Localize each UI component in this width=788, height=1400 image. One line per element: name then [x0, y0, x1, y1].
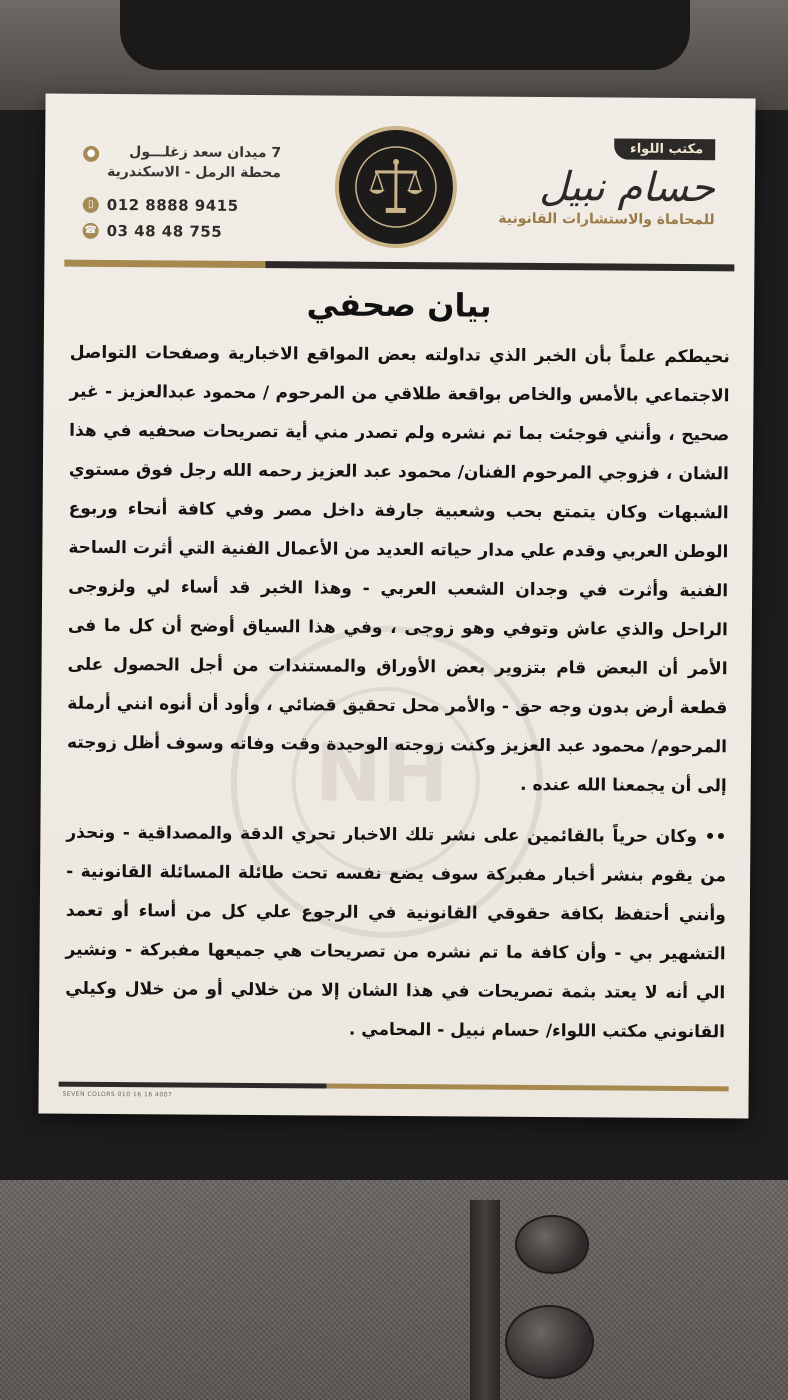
- location-pin-icon: ●: [83, 146, 99, 162]
- address-line-1: 7 ميدان سعد زغلـــول: [129, 144, 282, 162]
- address-row: [83, 142, 293, 187]
- office-subtitle: للمحاماة والاستشارات القانونية: [498, 210, 715, 229]
- coat-button: [515, 1215, 589, 1274]
- footer-divider: [59, 1082, 729, 1092]
- phone-number: 03 48 48 755: [106, 221, 223, 241]
- office-brand: [455, 136, 716, 228]
- address: [107, 142, 281, 183]
- scales-of-justice-icon: [339, 130, 454, 245]
- address-line-2: محطة الرمل - الاسكندرية: [106, 163, 282, 182]
- mobile-phone-icon: ▯: [83, 197, 99, 213]
- statement-body: [65, 334, 730, 1053]
- press-statement-paper: [38, 94, 755, 1119]
- document-title: بيان صحفي: [306, 285, 492, 325]
- letterhead: [44, 94, 755, 279]
- mobile-row: [83, 192, 293, 219]
- phone-row: [83, 218, 293, 245]
- printer-imprint: SEVEN COLORS 010 16 16 4007: [62, 1090, 173, 1099]
- contact-block: [83, 142, 294, 245]
- mobile-number: 012 8888 9415: [106, 195, 239, 215]
- background-dark-object: [120, 0, 690, 70]
- office-name: حسام نبيل: [539, 163, 716, 212]
- telephone-icon: ☎: [83, 223, 99, 239]
- watermark-monogram: NH: [314, 726, 450, 821]
- background-fabric: [0, 1180, 788, 1400]
- paragraph-2: •• وكان حرياً بالقائمين على نشر تلك الاخبار تحري الدقة والمصداقية - ونحذر من يقوم بنشر أخبار مفبركة سوف يضع نفسه تحت طائلة المسائلة القانونية - وأنني أحتفظ بكافة حقوقي القانونية في الرجوع علي كل من أساء أو تعمد التشهير بي - وأن كافة ما تم نشره من تصريحات هي جميعها مفبركة - ونشير الي أنه لا يعتد بثمة تصريحات في هذا الشان إلا من خلالي أو من خلال وكيلي القانوني مكتب اللواء/ حسام نبيل - المحامي .: [65, 822, 727, 1043]
- fabric-fold: [470, 1200, 500, 1400]
- office-seal-logo: [335, 126, 458, 249]
- office-tag: مكتب اللواء: [614, 139, 715, 161]
- coat-button: [505, 1305, 594, 1379]
- paragraph-1: نحيطكم علماً بأن الخبر الذي تداولته بعض المواقع الاخبارية وصفحات التواصل الاجتماعي بالأمس والخاص بواقعة طلاقي من المرحوم / محمود عبدالعزيز - غير صحيح ، وأنني فوجئت بما تم نشره ولم تصدر مني أية تصريحات صحفيه في هذا الشان ، فزوجي المرحوم الفنان/ محمود عبد العزيز رحمه الله رجل فوق مستوي الشبهات وكان يتمتع بحب وشعبية جارفة داخل مصر وفي كافة أنحاء وربوع الوطن العربي وقدم علي مدار حياته العديد من الأعمال الفنية التي أثرت الساحة الفنية وأثرت في وجدان الشعب العربي - وهذا الخبر قد أساء لي ولزوجى الراحل والذي عاش وتوفي وهو زوجى ، وفي هذا السياق أوضح أن كل ما فى الأمر أن البعض قام بتزوير بعض الأوراق والمستندات من أجل الحصول على قطعة أرض بدون وجه حق - والأمر محل تحقيق قضائي ، وأود أن أنوه انني أرملة المرحوم/ محمود عبد العزيز وكنت زوجته الوحيدة وقت وفاته وسوف أظل زوجته إلى أن يجمعنا الله عنده .: [66, 342, 730, 797]
